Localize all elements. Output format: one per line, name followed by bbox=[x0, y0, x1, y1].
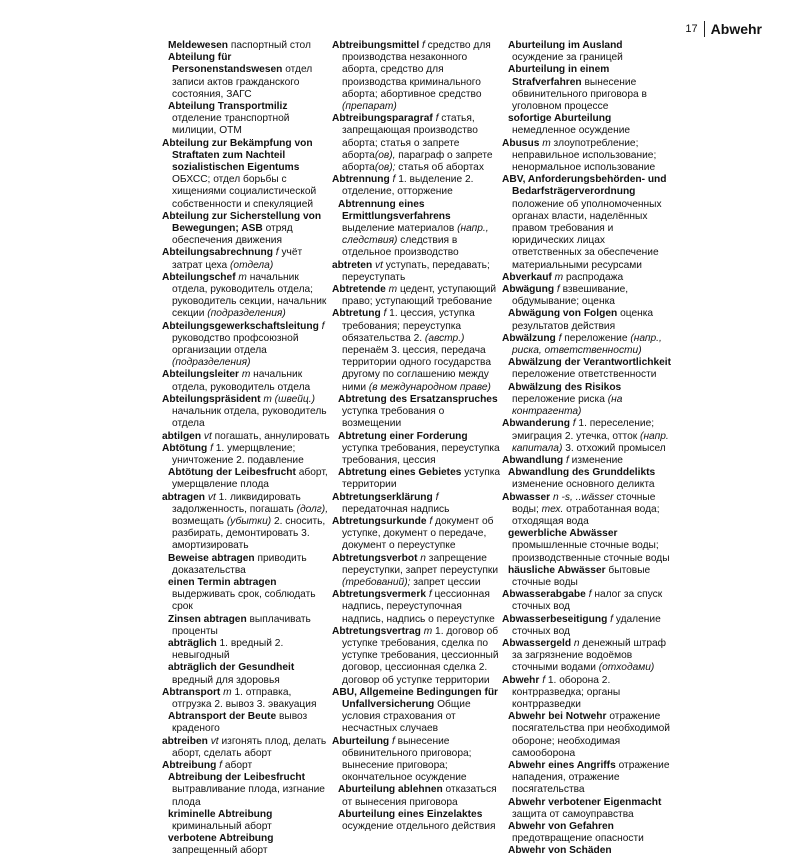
entry-translation: отражение посягательства при необходимой обороне; необходимая самооборона bbox=[512, 711, 670, 759]
dictionary-entry bbox=[502, 797, 672, 821]
entry-translation: аборт bbox=[222, 759, 253, 771]
page-header bbox=[685, 18, 762, 40]
entry-translation: уступка требования о возмещении bbox=[342, 406, 445, 430]
entry-headword: Abwehr eines Angriffs bbox=[508, 759, 616, 771]
entry-headword: Abwasser bbox=[502, 491, 551, 503]
dictionary-entry bbox=[162, 467, 332, 491]
entry-translation: средство для производства незаконного аборта, средство для производства криминального аборта; абортивное средство bbox=[342, 40, 491, 100]
entry-headword: Aburteilung ablehnen bbox=[338, 784, 443, 796]
entry-headword: Abwandlung des Grunddelikts bbox=[508, 467, 656, 479]
entry-translation: защита от самоуправства bbox=[512, 808, 634, 820]
entry-translation: отряд обеспечения движения bbox=[172, 223, 293, 247]
entry-translation: уступать, передавать; переуступать bbox=[342, 259, 490, 283]
entry-note: (швейц.) bbox=[271, 393, 315, 405]
entry-translation: паспортный стол bbox=[228, 40, 311, 51]
entry-translation: отработанная вода; отходящая вода bbox=[512, 503, 660, 527]
dictionary-entry bbox=[502, 113, 672, 137]
entry-translation: отделение транспортной милиции, ОТМ bbox=[172, 113, 290, 137]
entry-translation: сточные воды; bbox=[512, 491, 656, 515]
entry-note: (долг), bbox=[293, 503, 329, 515]
entry-translation: аборт, умерщвление плода bbox=[172, 467, 328, 491]
entry-grammar: vt bbox=[207, 735, 219, 747]
entry-headword: Abwassergeld bbox=[502, 637, 572, 649]
entry-headword: Abteilung zur Sicherstellung von Bewegungen; ASB bbox=[162, 210, 322, 235]
entry-headword: Abwanderung bbox=[502, 418, 570, 430]
entry-headword: abtilgen bbox=[162, 430, 202, 442]
dictionary-entry bbox=[502, 174, 672, 272]
entry-grammar: n bbox=[417, 552, 426, 564]
entry-translation: 1. вредный 2. невыгодный bbox=[172, 637, 284, 662]
entry-translation: отдел записи актов гражданского состояния, ЗАГС bbox=[172, 64, 313, 100]
entry-translation: налог за спуск сточных вод bbox=[512, 589, 663, 613]
entry-translation: оценка результатов действия bbox=[512, 308, 654, 332]
entry-grammar: f bbox=[585, 589, 592, 601]
entry-translation: переложение ответственности bbox=[512, 369, 657, 381]
dictionary-entry bbox=[502, 64, 672, 113]
entry-note: (напр., риска, ответственности) bbox=[512, 332, 662, 357]
entry-translation: выдерживать срок, соблюдать срок bbox=[172, 589, 316, 613]
entry-note: (подразделения) bbox=[204, 308, 286, 320]
entry-headword: Abtreibung der Leibesfrucht bbox=[168, 772, 305, 784]
dictionary-entry bbox=[162, 431, 332, 443]
entry-translation: запрещенный аборт bbox=[172, 845, 268, 857]
dictionary-entry bbox=[502, 492, 672, 529]
entry-headword: Abteilungsabrechnung bbox=[162, 247, 273, 259]
dictionary-entry bbox=[162, 736, 332, 760]
entry-headword: verbotene Abtreibung bbox=[168, 833, 274, 845]
entry-translation: следствия в отдельное производство bbox=[342, 235, 459, 259]
entry-translation: осуждение отдельного действия bbox=[342, 821, 496, 832]
entry-note: (ов); bbox=[374, 162, 396, 174]
entry-headword: Abtreibung bbox=[162, 759, 217, 771]
entry-note: (напр., следствия) bbox=[342, 223, 489, 247]
entry-headword: Abwägung von Folgen bbox=[508, 308, 618, 320]
entry-headword: abtreiben bbox=[162, 735, 208, 747]
entry-translation: распродажа bbox=[563, 271, 624, 283]
entry-headword: Meldewesen bbox=[168, 40, 229, 51]
dictionary-entry bbox=[162, 662, 332, 686]
entry-headword: Aburteilung im Ausland bbox=[508, 40, 623, 51]
entry-headword: einen Termin abtragen bbox=[168, 576, 277, 588]
dictionary-entry bbox=[162, 138, 332, 211]
entry-translation: статья, запрещающая производство аборта; статья о запрете аборта bbox=[342, 113, 478, 161]
entry-headword: Abteilung Transportmiliz bbox=[168, 101, 288, 113]
entry-translation: вынесение обвинительного приговора; вынесение приговора; окончательное осуждение bbox=[342, 735, 472, 784]
dictionary-entry bbox=[502, 138, 672, 175]
dictionary-entry bbox=[332, 174, 502, 198]
entry-headword: gewerbliche Abwässer bbox=[508, 528, 618, 540]
dictionary-entry bbox=[502, 638, 672, 675]
entry-translation: возмещать bbox=[172, 515, 224, 527]
entry-headword: Abtretungserklärung bbox=[332, 491, 433, 503]
dictionary-entry bbox=[502, 614, 672, 638]
column-2 bbox=[332, 40, 502, 833]
entry-grammar: m bbox=[385, 284, 398, 296]
entry-headword: Abtretungsverbot bbox=[332, 552, 418, 564]
dictionary-entry bbox=[332, 589, 502, 626]
entry-headword: Abteilungsgewerkschaftsleitung bbox=[162, 320, 319, 332]
entry-grammar: f bbox=[607, 613, 613, 625]
dictionary-entry bbox=[162, 638, 332, 662]
entry-note: (подразделения) bbox=[172, 357, 251, 369]
entry-grammar: vt bbox=[201, 430, 212, 442]
entry-translation: Общие условия страхования от несчастных случаев bbox=[342, 698, 471, 735]
page-number: 17 bbox=[685, 23, 698, 35]
dictionary-entry bbox=[162, 553, 332, 577]
entry-headword: Aburteilung in einem Strafverfahren bbox=[508, 64, 610, 88]
entry-headword: abtragen bbox=[162, 491, 206, 503]
entry-translation: начальник отдела, руководитель отдела bbox=[172, 369, 311, 393]
entry-headword: kriminelle Abtreibung bbox=[168, 808, 273, 820]
entry-headword: Abwehr von Gefahren bbox=[508, 821, 614, 832]
column-3 bbox=[502, 40, 672, 858]
entry-translation: погашать, аннулировать bbox=[211, 430, 330, 442]
entry-headword: ABU, Allgemeine Bedingungen für Unfallversicherung bbox=[332, 686, 499, 710]
entry-headword: Aburteilung eines Einzelaktes bbox=[338, 808, 483, 820]
dictionary-entry bbox=[502, 357, 672, 381]
entry-translation: цедент, уступающий право; уступающий требование bbox=[342, 284, 497, 308]
entry-grammar: m bbox=[238, 369, 251, 381]
entry-translation: запрещение переуступки, запрет переуступки bbox=[342, 552, 499, 576]
dictionary-entry bbox=[162, 772, 332, 809]
entry-grammar: vt bbox=[372, 259, 383, 271]
dictionary-entry bbox=[502, 382, 672, 419]
entry-note: (отдела) bbox=[227, 259, 274, 271]
entry-translation: запрет цессии bbox=[410, 576, 481, 588]
entry-translation: 3. отхожий промысел bbox=[562, 442, 666, 454]
dictionary-entry bbox=[162, 492, 332, 553]
entry-translation: уступка требования, переуступка требования, цессия bbox=[342, 442, 500, 466]
entry-translation: взвешивание, обдумывание; оценка bbox=[512, 284, 629, 308]
entry-translation: денежный штраф за загрязнение водоёмов сточными водами bbox=[512, 637, 667, 674]
entry-translation: 1. договор об уступке требования, сделка по уступке требования, цессионный договор, цессионная сделка 2. договор об уступке территории bbox=[342, 625, 499, 686]
dictionary-entry bbox=[332, 199, 502, 260]
dictionary-entry bbox=[502, 333, 672, 357]
entry-translation: вынесение обвинительного приговора в уголовном процессе bbox=[512, 76, 647, 113]
dictionary-entry bbox=[502, 821, 672, 845]
entry-grammar: f bbox=[389, 174, 396, 186]
entry-headword: Abtötung der Leibesfrucht bbox=[168, 467, 296, 479]
dictionary-entry bbox=[162, 101, 332, 138]
entry-grammar: f bbox=[425, 589, 432, 601]
entry-headword: Abteilungsleiter bbox=[162, 369, 239, 381]
entry-grammar: f bbox=[539, 674, 546, 686]
entry-translation: вывоз краденого bbox=[172, 711, 308, 735]
entry-grammar: m bbox=[235, 271, 247, 283]
dictionary-entry bbox=[162, 443, 332, 467]
dictionary-entry bbox=[162, 321, 332, 370]
entry-grammar: f bbox=[554, 284, 560, 296]
entry-headword: Abtretungsvermerk bbox=[332, 589, 426, 601]
column-1 bbox=[162, 40, 332, 858]
entry-grammar: f bbox=[318, 320, 325, 332]
dictionary-entry bbox=[162, 614, 332, 638]
dictionary-entry bbox=[502, 418, 672, 455]
entry-headword: Abverkauf bbox=[502, 271, 552, 283]
dictionary-entry bbox=[502, 272, 672, 284]
entry-grammar: f bbox=[569, 418, 576, 430]
entry-headword: Abtretungsurkunde bbox=[332, 515, 427, 527]
entry-headword: Abwälzung des Risikos bbox=[508, 381, 622, 393]
entry-grammar: m bbox=[220, 686, 232, 698]
entry-translation: передаточная надпись bbox=[342, 503, 450, 515]
entry-translation: 1. ликвидировать задолженность, погашать bbox=[172, 491, 301, 515]
entry-note: (ов), bbox=[374, 149, 396, 161]
entry-grammar: vt bbox=[205, 491, 216, 503]
entry-grammar: f bbox=[555, 332, 562, 344]
entry-grammar: m bbox=[551, 271, 564, 283]
dictionary-entry bbox=[332, 492, 502, 516]
dictionary-entry bbox=[502, 308, 672, 332]
entry-headword: Abwehr bei Notwehr bbox=[508, 711, 607, 723]
entry-translation: изменение bbox=[568, 454, 623, 466]
entry-headword: Abteilungspräsident bbox=[162, 393, 261, 405]
entry-grammar: f bbox=[432, 113, 439, 125]
entry-headword: Abwälzung bbox=[502, 332, 556, 344]
entry-translation: положение об уполномоченных органах власти, наделённых правом требования и юридических лицах ответственных за обеспечение материальными ресурсами bbox=[512, 198, 662, 271]
entry-translation: предотвращение опасности bbox=[512, 833, 644, 845]
entry-headword: Abtransport bbox=[162, 686, 221, 698]
entry-grammar: f bbox=[380, 308, 387, 320]
entry-note: тех. bbox=[538, 503, 564, 515]
dictionary-entry bbox=[502, 760, 672, 797]
entry-headword: Abwehr von Schäden bbox=[508, 845, 612, 857]
dictionary-entry bbox=[332, 260, 502, 284]
dictionary-entry bbox=[332, 736, 502, 785]
entry-translation: 1. умерщвление; уничтожение 2. подавление bbox=[172, 442, 304, 466]
entry-translation: руководство профсоюзной организации отдела bbox=[172, 332, 299, 357]
dictionary-entry bbox=[502, 455, 672, 467]
dictionary-entry bbox=[162, 833, 332, 857]
entry-headword: Abwandlung bbox=[502, 454, 564, 466]
entry-grammar: n bbox=[571, 637, 580, 649]
entry-translation: параграф о запрете аборта bbox=[342, 149, 493, 174]
entry-translation: 1. переселение; эмиграция 2. утечка, отток bbox=[512, 418, 655, 442]
entry-grammar: m bbox=[420, 625, 433, 637]
entry-headword: Abtretung bbox=[332, 308, 381, 320]
dictionary-entry bbox=[332, 308, 502, 393]
dictionary-entry bbox=[502, 711, 672, 760]
entry-headword: Abtretung einer Forderung bbox=[338, 430, 468, 442]
entry-translation: 1. цессия, уступка требования; переуступка обязательства 2. bbox=[342, 308, 475, 344]
entry-grammar: m bbox=[539, 137, 551, 149]
entry-headword: ABV, Anforderungsbehörden- und Bedarfsträgerverordnung bbox=[502, 174, 667, 198]
entry-headword: Abtransport der Beute bbox=[168, 711, 277, 723]
dictionary-entry bbox=[502, 565, 672, 589]
entry-translation: выделение материалов bbox=[342, 223, 455, 235]
entry-translation: приводить доказательства bbox=[172, 552, 307, 576]
entry-grammar: f bbox=[389, 735, 395, 747]
entry-grammar: f bbox=[207, 442, 213, 454]
dictionary-entry bbox=[162, 394, 332, 431]
entry-headword: Aburteilung bbox=[332, 735, 390, 747]
entry-headword: Abwägung bbox=[502, 284, 555, 296]
entry-note: (отходами) bbox=[595, 662, 655, 674]
entry-translation: злоупотребление; неправильное использование; ненормальное использование bbox=[512, 137, 657, 174]
dictionary-entry bbox=[162, 52, 332, 101]
entry-headword: Abtrennung bbox=[332, 174, 390, 186]
entry-translation: отражение нападения, отражение посягательства bbox=[512, 759, 670, 796]
entry-grammar: f bbox=[216, 759, 222, 771]
dictionary-entry bbox=[162, 809, 332, 833]
entry-note: (напр. капитала) bbox=[512, 430, 669, 454]
entry-translation: изменение основного деликта bbox=[512, 479, 655, 491]
entry-headword: Abteilung für Personenstandswesen bbox=[168, 52, 283, 76]
entry-note: (препарат) bbox=[342, 101, 397, 113]
entry-headword: Abwasserabgabe bbox=[502, 589, 586, 601]
entry-translation: переложение риска bbox=[512, 393, 605, 405]
entry-note: (австр.) bbox=[422, 332, 465, 344]
entry-headword: Abtrennung eines Ermittlungsverfahrens bbox=[338, 198, 451, 222]
entry-translation: осуждение за границей bbox=[512, 52, 623, 64]
entry-headword: Abtretungsvertrag bbox=[332, 625, 421, 637]
entry-grammar: f bbox=[432, 491, 439, 503]
entry-translation: перенаём 3. цессия, передача территории одного государства другому по соглашению между ними bbox=[342, 345, 492, 393]
entry-headword: Abwehr verbotener Eigenmacht bbox=[508, 796, 662, 808]
entry-translation: 2. сносить, разбирать, демонтировать 3. амортизировать bbox=[172, 515, 326, 552]
dictionary-entry bbox=[162, 577, 332, 614]
running-head: Abwehr bbox=[710, 21, 762, 37]
dictionary-entry bbox=[162, 687, 332, 711]
entry-note: (убытки) bbox=[224, 515, 272, 527]
entry-note: (на контрагента) bbox=[512, 393, 623, 418]
entry-grammar: n -s, ..wässer bbox=[550, 491, 614, 503]
entry-translation: вредный для здоровья bbox=[172, 674, 280, 686]
entry-headword: Abtretende bbox=[332, 284, 386, 296]
entry-translation: начальник отдела, руководитель отдела; руководитель секции, начальник секции bbox=[172, 271, 327, 320]
entry-headword: sofortige Aburteilung bbox=[508, 113, 612, 125]
dictionary-entry bbox=[162, 369, 332, 393]
dictionary-entry bbox=[502, 528, 672, 565]
entry-translation: статья об абортах bbox=[395, 162, 484, 174]
entry-headword: Abtretung des Ersatzanspruches bbox=[338, 393, 498, 405]
dictionary-entry bbox=[162, 711, 332, 735]
dictionary-entry bbox=[332, 553, 502, 590]
dictionary-entry bbox=[332, 516, 502, 553]
entry-grammar: f bbox=[272, 247, 279, 259]
entry-translation: цессионная надпись, переуступочная надпись, надпись о переуступке bbox=[342, 589, 495, 625]
entry-translation: немедленное осуждение bbox=[512, 125, 631, 137]
entry-translation: переложение bbox=[561, 332, 628, 344]
entry-translation: изгонять плод, делать аборт, сделать аборт bbox=[172, 735, 327, 759]
entry-translation: выплачивать проценты bbox=[172, 613, 311, 637]
entry-translation: ОБХСС; отдел борьбы с хищениями социалистической собственности и спекуляцией bbox=[172, 174, 317, 210]
entry-headword: Abwehr bbox=[502, 674, 540, 686]
entry-grammar: f bbox=[426, 515, 433, 527]
entry-translation: вытравливание плода, изгнание плода bbox=[172, 784, 325, 808]
dictionary-entry bbox=[332, 467, 502, 491]
dictionary-entry bbox=[332, 113, 502, 174]
header-divider bbox=[704, 21, 705, 37]
dictionary-entry bbox=[502, 675, 672, 712]
entry-note: (требований); bbox=[342, 576, 411, 588]
entry-translation: уступка территории bbox=[342, 467, 501, 491]
entry-headword: abträglich bbox=[168, 637, 217, 649]
dictionary-entry bbox=[332, 40, 502, 113]
dictionary-entry bbox=[162, 211, 332, 248]
entry-headword: Zinsen abtragen bbox=[168, 613, 247, 625]
dictionary-entry bbox=[502, 284, 672, 308]
entry-headword: Abwasserbeseitigung bbox=[502, 613, 608, 625]
entry-translation: 1. отправка, отгрузка 2. вывоз 3. эвакуация bbox=[172, 686, 317, 710]
entry-headword: Beweise abtragen bbox=[168, 552, 255, 564]
dictionary-entry bbox=[502, 589, 672, 613]
entry-translation: отказаться от вынесения приговора bbox=[342, 784, 497, 808]
entry-headword: Abteilungschef bbox=[162, 271, 236, 283]
entry-translation: промышленные сточные воды; производственные сточные воды bbox=[512, 540, 670, 564]
entry-grammar: f bbox=[419, 40, 425, 51]
dictionary-entry bbox=[162, 760, 332, 772]
dictionary-entry bbox=[332, 431, 502, 468]
entry-translation: документ об уступке, документ о передаче, документ о переуступке bbox=[342, 515, 494, 552]
entry-translation: учёт затрат цеха bbox=[172, 247, 303, 271]
entry-translation: начальник отдела, руководитель отдела bbox=[172, 406, 327, 430]
entry-headword: Abwälzung der Verantwortlichkeit bbox=[508, 357, 672, 369]
dictionary-entry bbox=[332, 394, 502, 431]
dictionary-entry bbox=[332, 284, 502, 308]
dictionary-entry bbox=[162, 40, 332, 52]
dictionary-entry bbox=[162, 247, 332, 271]
entry-headword: Abusus bbox=[502, 137, 540, 149]
entry-headword: abtreten bbox=[332, 259, 373, 271]
entry-headword: Abteilung zur Bekämpfung von Straftaten zum Nachteil sozialistischen Eigentums bbox=[162, 137, 313, 174]
entry-headword: abträglich der Gesundheit bbox=[168, 662, 295, 674]
entry-headword: Abtretung eines Gebietes bbox=[338, 467, 462, 479]
dictionary-entry bbox=[502, 845, 672, 857]
entry-grammar: f bbox=[563, 454, 569, 466]
entry-headword: Abtreibungsparagraf bbox=[332, 113, 433, 125]
entry-headword: häusliche Abwässer bbox=[508, 564, 606, 576]
dictionary-entry bbox=[332, 809, 502, 833]
entry-translation: 1. оборона 2. контрразведка; органы контрразведки bbox=[512, 674, 621, 710]
entry-translation: удаление сточных вод bbox=[512, 613, 661, 637]
dictionary-entry bbox=[332, 687, 502, 736]
entry-translation: криминальный аборт bbox=[172, 821, 272, 832]
entry-grammar: т bbox=[260, 393, 272, 405]
entry-translation: 1. выделение 2. отделение, отторжение bbox=[342, 174, 474, 198]
entry-headword: Abtreibungsmittel bbox=[332, 40, 420, 51]
dictionary-entry bbox=[502, 40, 672, 64]
entry-translation: бытовые сточные воды bbox=[512, 564, 651, 588]
entry-note: (в международном праве) bbox=[366, 381, 491, 393]
dictionary-entry bbox=[502, 467, 672, 491]
dictionary-entry bbox=[332, 626, 502, 687]
entry-headword: Abtötung bbox=[162, 442, 208, 454]
dictionary-entry bbox=[162, 272, 332, 321]
dictionary-entry bbox=[332, 784, 502, 808]
